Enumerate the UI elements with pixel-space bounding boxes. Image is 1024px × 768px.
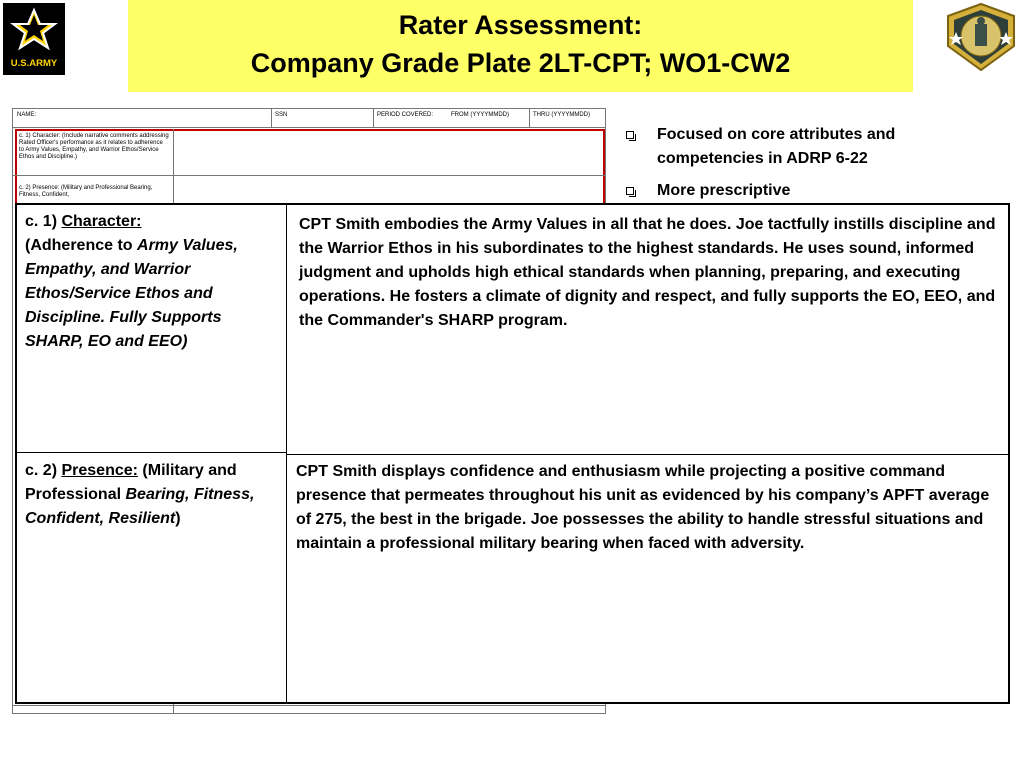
bullet-list xyxy=(624,123,984,211)
us-army-text: U.S.ARMY xyxy=(6,57,62,71)
form-from-label: FROM (YYYYMMDD) xyxy=(451,112,509,118)
form-header-row xyxy=(13,109,605,128)
presence-paren-close: ) xyxy=(175,510,181,527)
character-paren: (Adherence to xyxy=(25,237,138,254)
form-ssn-label: SSN xyxy=(275,112,288,118)
presence-description: Bearing, Fitness, Confident, Resilient xyxy=(25,486,255,527)
army-badge-icon xyxy=(944,2,1018,72)
us-army-logo xyxy=(3,3,65,75)
form-presence-label: c. 2) Presence: (Military and Professional Bearing, Fitness, Confident, xyxy=(19,185,153,198)
character-heading: Character: xyxy=(61,213,142,230)
form-thru-label: THRU (YYYYMMDD) xyxy=(533,112,590,118)
title-banner xyxy=(128,0,913,92)
form-name-label: NAME: xyxy=(17,112,37,118)
character-narrative: CPT Smith embodies the Army Values in all that he does. Joe tactfully instills discipline and the Warrior Ethos in his subordinates to the highest standards. He uses sound, informed judgment and upholds high ethical standards when planning, preparing, and executing operations. He fosters a climate of dignity and respect, and fully supports the EO, EEO, and the Commander's SHARP program. xyxy=(299,216,996,329)
title-line-1: Rater Assessment: xyxy=(398,10,643,40)
bullet-text: Focused on core attributes and competencies in ADRP 6-22 xyxy=(657,126,896,167)
character-label-cell xyxy=(17,205,287,453)
bullet-item xyxy=(624,179,984,203)
presence-heading: Presence: xyxy=(61,462,138,479)
form-period-label: PERIOD COVERED: xyxy=(377,112,434,118)
presence-paren: (Military and Professional xyxy=(25,462,237,503)
form-row-character xyxy=(13,129,605,176)
form-character-label: c. 1) Character: (Include narrative comments addressing Rated Officer's performance as it relates to adherence to Army Values, Empathy, and Warrior Ethos/Service Ethos and Discipline.) xyxy=(19,133,169,160)
character-description: Army Values, Empathy, and Warrior Ethos/Service Ethos and Discipline. Fully Supports SHARP, EO and EEO) xyxy=(25,237,238,350)
bullet-text: More prescriptive xyxy=(657,182,791,199)
checkbox-bullet-icon xyxy=(626,187,634,195)
presence-number: c. 2) xyxy=(25,462,62,479)
character-number: c. 1) xyxy=(25,213,62,230)
assessment-table xyxy=(15,203,1010,704)
checkbox-bullet-icon xyxy=(626,131,634,139)
character-narrative-cell xyxy=(287,205,1008,453)
presence-narrative: CPT Smith displays confidence and enthusiasm while projecting a positive command presence that permeates throughout his unit as evidenced by his company’s APFT average of 275, the best in the brigade. Joe possesses the ability to handle stressful situations and maintain a professional military bearing when faced with adversity. xyxy=(296,463,990,552)
title-line-2: Company Grade Plate 2LT-CPT; WO1-CW2 xyxy=(250,48,791,78)
bullet-item xyxy=(624,123,984,171)
presence-label-cell xyxy=(17,453,287,702)
presence-narrative-cell xyxy=(287,453,1008,702)
army-star-icon xyxy=(7,7,61,53)
